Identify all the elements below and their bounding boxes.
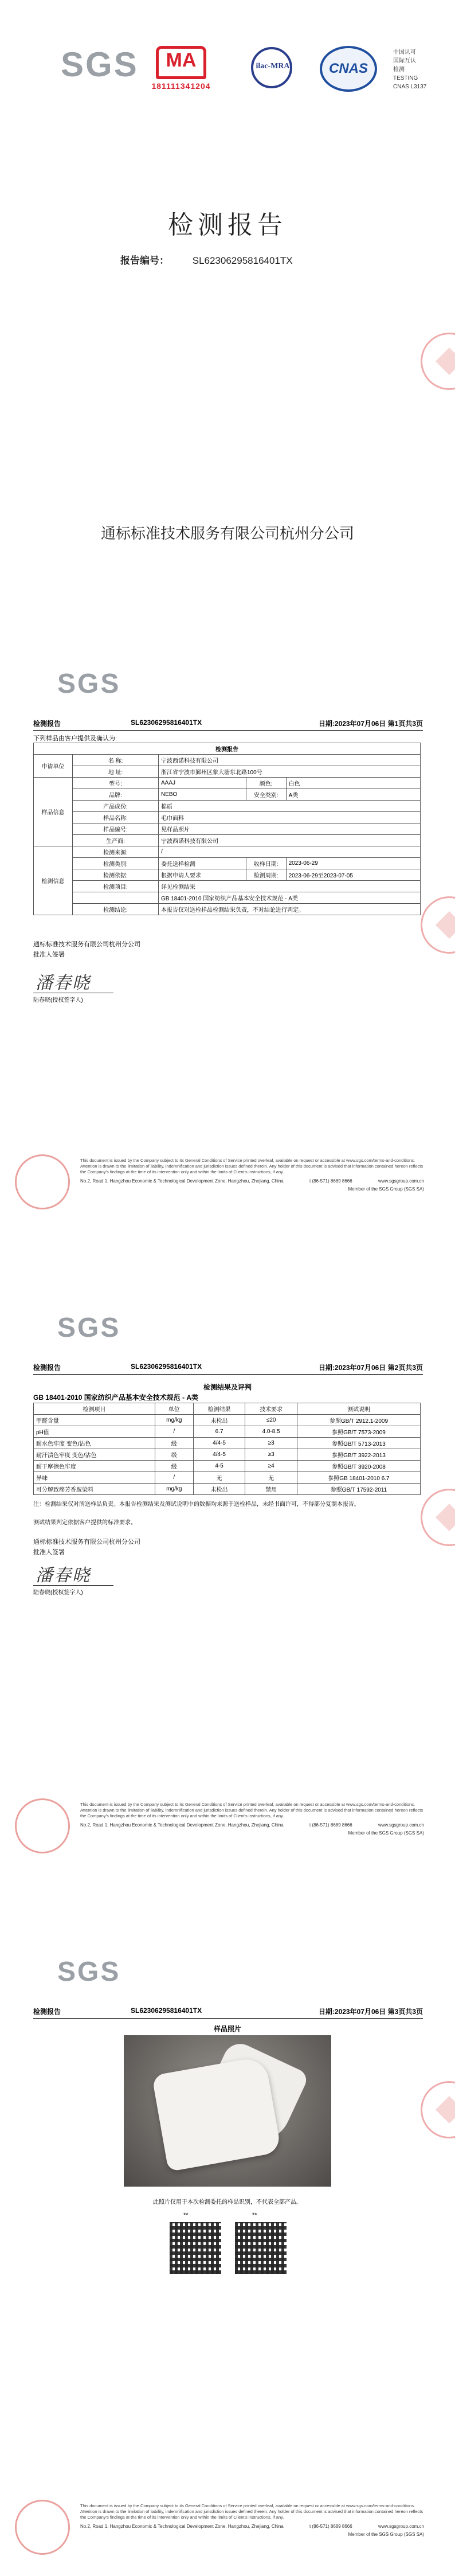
sample-photo bbox=[124, 2035, 331, 2187]
seal-stamp bbox=[15, 2500, 70, 2555]
issuing-company: 通标标准技术服务有限公司杭州分公司 bbox=[100, 525, 354, 542]
header-page: 第3页共3页 bbox=[387, 2008, 423, 2016]
value-cell: 毛巾面料 bbox=[159, 812, 421, 823]
seal-stamp-edge bbox=[421, 896, 455, 954]
cell: 参照GB/T 3920-2008 bbox=[297, 1461, 420, 1472]
report-number-row bbox=[120, 252, 293, 267]
table-row bbox=[34, 778, 421, 789]
results-remark-2: 测试结果判定依据客户提供的标准要求。 bbox=[33, 1520, 136, 1526]
cell: 参照GB/T 17592-2011 bbox=[297, 1484, 420, 1495]
terms-text: This document is issued by the Company subject to its General Conditions of Service printed overleaf, available on request or accessible at www.sgs.com/terms-and-conditions. Attention is drawn to the limitation of liability, indemnification and jurisdiction issues defined therein. Any holder of this document is advised that information contained hereon reflects the Company's findings at the time of its intervention only and within the limits of Client's instructions, if any. bbox=[80, 2503, 423, 2520]
seal-stamp bbox=[15, 1798, 70, 1853]
table-row bbox=[34, 789, 421, 801]
info-page bbox=[0, 644, 455, 1288]
header-report-no: SL62306295816401TX bbox=[131, 719, 202, 727]
sgs-logo: SGS bbox=[61, 45, 139, 84]
cell: 级 bbox=[155, 1461, 193, 1472]
value-cell: 白色 bbox=[286, 778, 420, 789]
phone: t (86-571) 8689 8666 bbox=[309, 2524, 352, 2529]
photo-caption: 此照片仅用于本次检测委托的样品识别，不代表全部产品。 bbox=[153, 2199, 302, 2206]
table-row bbox=[34, 812, 421, 823]
table-row bbox=[34, 1438, 421, 1449]
sample-info-table bbox=[33, 743, 421, 915]
fine-print bbox=[80, 1158, 424, 1192]
results-standard: GB 18401-2010 国家纺织产品基本安全技术规范 - A类 bbox=[33, 1394, 199, 1402]
label-b: ** bbox=[252, 2212, 257, 2219]
cell: mg/kg bbox=[155, 1415, 193, 1426]
cell: 4.0-8.5 bbox=[245, 1426, 297, 1438]
towel bbox=[152, 2056, 281, 2172]
header-label: 检测报告 bbox=[33, 2008, 61, 2016]
table-row bbox=[34, 1484, 421, 1495]
cma-text: MA bbox=[166, 49, 197, 71]
key-cell: 安全类别: bbox=[246, 789, 286, 801]
header-date-page bbox=[280, 719, 423, 728]
key-cell: 检测来源: bbox=[73, 846, 159, 858]
report-title: 检测报告 bbox=[168, 210, 287, 240]
table-row bbox=[34, 1426, 421, 1438]
sgs-logo: SGS bbox=[57, 1957, 121, 1987]
value-cell: 见样品照片 bbox=[159, 823, 421, 835]
key-cell: 颜色: bbox=[246, 778, 286, 789]
value-cell: / bbox=[159, 846, 421, 858]
value-cell: A类 bbox=[286, 789, 420, 801]
cell: 级 bbox=[155, 1438, 193, 1449]
sgs-logo: SGS bbox=[57, 1313, 121, 1343]
value-cell: GB 18401-2010 国家纺织产品基本安全技术规范 - A类 bbox=[159, 892, 421, 904]
key-cell: 品牌: bbox=[73, 789, 159, 801]
table-row bbox=[34, 823, 421, 835]
cell: 无 bbox=[193, 1472, 245, 1484]
column-header: 检测结果 bbox=[193, 1403, 245, 1415]
approver-note: 通标标准技术服务有限公司杭州分公司 批准人签署 bbox=[33, 1539, 140, 1556]
key-cell: 检测项目: bbox=[73, 881, 159, 892]
header-divider bbox=[33, 2018, 423, 2019]
terms-text: This document is issued by the Company subject to its General Conditions of Service printed overleaf, available on request or accessible at www.sgs.com/terms-and-conditions. Attention is drawn to the limitation of liability, indemnification and jurisdiction issues defined therein. Any holder of this document is advised that information contained hereon reflects the Company's findings at the time of its intervention only and within the limits of Client's instructions, if any. bbox=[80, 1158, 423, 1174]
table-row bbox=[34, 846, 421, 858]
cell: 6.7 bbox=[193, 1426, 245, 1438]
website: www.sgsgroup.com.cn bbox=[378, 1178, 424, 1184]
approver-note: 通标标准技术服务有限公司杭州分公司 批准人签署 bbox=[33, 941, 140, 958]
phone: t (86-571) 8689 8666 bbox=[309, 1822, 352, 1828]
key-cell: 检测依据: bbox=[73, 869, 159, 881]
table-row bbox=[34, 1415, 421, 1426]
cell: 参照GB/T 3922-2013 bbox=[297, 1449, 420, 1461]
value-cell: NEBO bbox=[159, 789, 246, 801]
table-row bbox=[34, 892, 421, 904]
cell: 参照GB/T 5713-2013 bbox=[297, 1438, 420, 1449]
header-date: 日期:2023年07月06日 bbox=[318, 1364, 386, 1372]
value-cell: 委托送样检测 bbox=[159, 858, 246, 869]
address-row bbox=[80, 1822, 424, 1828]
cnas-text: CNAS bbox=[328, 61, 368, 76]
key-cell: 产品成份: bbox=[73, 801, 159, 812]
blurred-label-a bbox=[170, 2222, 221, 2274]
website: www.sgsgroup.com.cn bbox=[378, 2524, 424, 2529]
value-cell: 2023-06-29至2023-07-05 bbox=[286, 869, 420, 881]
label-a: ** bbox=[183, 2212, 189, 2219]
member-text: Member of the SGS Group (SGS SA) bbox=[348, 1830, 424, 1836]
address: No.2, Road 1, Hangzhou Economic & Technological Development Zone, Hangzhou, Zhejiang, China bbox=[80, 1178, 284, 1184]
results-section-title: 检测结果及评判 bbox=[203, 1383, 252, 1391]
key-cell: 生产商: bbox=[73, 835, 159, 846]
table-row bbox=[34, 1472, 421, 1484]
section-applicant: 申请单位 bbox=[34, 755, 73, 778]
address-row bbox=[80, 2524, 424, 2530]
key-cell: 检测类别: bbox=[73, 858, 159, 869]
cma-mark bbox=[150, 46, 212, 95]
cell: ≥3 bbox=[245, 1449, 297, 1461]
value-cell: 宁波西诺科技有限公司 bbox=[159, 755, 421, 766]
blurred-label-b bbox=[235, 2222, 287, 2274]
ilac-text: ilac-MRA bbox=[256, 62, 290, 71]
cell: 参照GB/T 7573-2009 bbox=[297, 1426, 420, 1438]
page-header bbox=[33, 719, 423, 728]
cma-number: 181111341204 bbox=[151, 81, 211, 91]
header-date: 日期:2023年07月06日 bbox=[318, 720, 386, 728]
signature-line bbox=[33, 1585, 113, 1586]
key-cell: 检测周期: bbox=[246, 869, 286, 881]
value-cell: 本报告仅对送检样品检测结果负责，不对结论进行判定。 bbox=[159, 904, 421, 915]
cell: 4/4-5 bbox=[193, 1449, 245, 1461]
table-row bbox=[34, 858, 421, 869]
header-page: 第1页共3页 bbox=[387, 720, 423, 728]
key-cell bbox=[73, 892, 159, 904]
cell: 耐水色牢度 变色/沾色 bbox=[34, 1438, 155, 1449]
cell: / bbox=[155, 1472, 193, 1484]
key-cell: 收样日期: bbox=[246, 858, 286, 869]
section-test: 检测信息 bbox=[34, 846, 73, 915]
cell: 级 bbox=[155, 1449, 193, 1461]
cell: 耐干摩擦色牢度 bbox=[34, 1461, 155, 1472]
cnas-accreditation-text: 中国认可 国际互认 检测 TESTING CNAS L3137 bbox=[393, 49, 427, 90]
cell: / bbox=[155, 1426, 193, 1438]
phone: t (86-571) 8689 8666 bbox=[309, 1178, 352, 1184]
cell: 甲醛含量 bbox=[34, 1415, 155, 1426]
member-text: Member of the SGS Group (SGS SA) bbox=[348, 2532, 424, 2537]
table-row bbox=[34, 755, 421, 766]
seal-stamp-edge bbox=[421, 2081, 455, 2138]
header-date-page bbox=[280, 2007, 423, 2016]
cell: 可分解致癌芳香胺染料 bbox=[34, 1484, 155, 1495]
cell: 未检出 bbox=[193, 1484, 245, 1495]
table-row bbox=[34, 1461, 421, 1472]
cell: pH值 bbox=[34, 1426, 155, 1438]
seal-stamp-edge bbox=[421, 333, 455, 390]
key-cell: 型号: bbox=[73, 778, 159, 789]
cover-page bbox=[0, 0, 455, 644]
sgs-logo: SGS bbox=[57, 669, 121, 699]
value-cell: AAAJ bbox=[159, 778, 246, 789]
header-divider bbox=[33, 1374, 423, 1375]
cell: ≥4 bbox=[245, 1461, 297, 1472]
cell: 4-5 bbox=[193, 1461, 245, 1472]
header-divider bbox=[33, 730, 423, 731]
cell: ≥3 bbox=[245, 1438, 297, 1449]
table-row bbox=[34, 881, 421, 892]
report-number: SL62306295816401TX bbox=[192, 255, 293, 266]
cnas-mark bbox=[316, 46, 391, 97]
value-cell: 棉质 bbox=[159, 801, 421, 812]
key-cell: 样品编号: bbox=[73, 823, 159, 835]
column-header: 检测项目 bbox=[34, 1403, 155, 1415]
column-header: 单位 bbox=[155, 1403, 193, 1415]
table-row bbox=[34, 1449, 421, 1461]
key-cell: 名 称: bbox=[73, 755, 159, 766]
table-title: 检测报告 bbox=[34, 743, 421, 755]
signature: 潘春晓 bbox=[36, 1566, 91, 1586]
table-row bbox=[34, 801, 421, 812]
value-cell: 浙江省宁波市鄞州区象大塘东北路100号 bbox=[159, 766, 421, 778]
table-row bbox=[34, 904, 421, 915]
header-label: 检测报告 bbox=[33, 1364, 61, 1372]
cell: mg/kg bbox=[155, 1484, 193, 1495]
member-text: Member of the SGS Group (SGS SA) bbox=[348, 1186, 424, 1192]
cell: ≤20 bbox=[245, 1415, 297, 1426]
cell: 禁用 bbox=[245, 1484, 297, 1495]
header-date-page bbox=[280, 1363, 423, 1372]
ilac-mra-mark bbox=[241, 47, 305, 94]
value-cell: 详见检测结果 bbox=[159, 881, 421, 892]
key-cell: 样品名称: bbox=[73, 812, 159, 823]
cell: 无 bbox=[245, 1472, 297, 1484]
column-header: 测试说明 bbox=[297, 1403, 420, 1415]
table-header-row bbox=[34, 1403, 421, 1415]
section-sample: 样品信息 bbox=[34, 778, 73, 846]
intro-text: 下列样品由客户提供及确认为: bbox=[33, 735, 117, 742]
header-date: 日期:2023年07月06日 bbox=[318, 2008, 386, 2016]
header-page: 第2页共3页 bbox=[387, 1364, 423, 1372]
seal-stamp-edge bbox=[421, 1489, 455, 1546]
cell: 未检出 bbox=[193, 1415, 245, 1426]
address: No.2, Road 1, Hangzhou Economic & Technological Development Zone, Hangzhou, Zhejiang, China bbox=[80, 2524, 284, 2529]
address: No.2, Road 1, Hangzhou Economic & Technological Development Zone, Hangzhou, Zhejiang, China bbox=[80, 1822, 284, 1828]
signature-caption: 陆春晓(授权签字人) bbox=[33, 1590, 83, 1596]
table-row bbox=[34, 835, 421, 846]
header-label: 检测报告 bbox=[33, 720, 61, 728]
photo-title: 样品照片 bbox=[213, 2025, 241, 2033]
column-header: 技术要求 bbox=[245, 1403, 297, 1415]
page-header bbox=[33, 1363, 423, 1372]
website: www.sgsgroup.com.cn bbox=[378, 1822, 424, 1828]
results-table bbox=[33, 1403, 421, 1495]
key-cell: 检测结论: bbox=[73, 904, 159, 915]
cell: 异味 bbox=[34, 1472, 155, 1484]
page-header bbox=[33, 2007, 423, 2016]
seal-stamp bbox=[15, 1154, 70, 1209]
report-number-label: 报告编号： bbox=[120, 255, 169, 266]
results-page bbox=[0, 1288, 455, 1932]
header-report-no: SL62306295816401TX bbox=[131, 2007, 202, 2015]
table-row bbox=[34, 869, 421, 881]
key-cell: 地 址: bbox=[73, 766, 159, 778]
fine-print bbox=[80, 1802, 424, 1836]
photo-page bbox=[0, 1932, 455, 2576]
cell: 参照GB 18401-2010 6.7 bbox=[297, 1472, 420, 1484]
signature-caption: 陆春晓(授权签字人) bbox=[33, 997, 83, 1004]
results-remark: 注：检测结果仅对所送样品负责。本报告检测结果及测试说明中的数据均来源于送检样品，未经书面许可，不得部分复制本报告。 bbox=[33, 1501, 360, 1508]
terms-text: This document is issued by the Company subject to its General Conditions of Service printed overleaf, available on request or accessible at www.sgs.com/terms-and-conditions. Attention is drawn to the limitation of liability, indemnification and jurisdiction issues defined therein. Any holder of this document is advised that information contained hereon reflects the Company's findings at the time of its intervention only and within the limits of Client's instructions, if any. bbox=[80, 1802, 423, 1818]
table-row bbox=[34, 766, 421, 778]
signature: 潘春晓 bbox=[36, 973, 91, 993]
value-cell: 宁波西诺科技有限公司 bbox=[159, 835, 421, 846]
value-cell: 根据申请人要求 bbox=[159, 869, 246, 881]
header-report-no: SL62306295816401TX bbox=[131, 1363, 202, 1371]
cell: 4/4-5 bbox=[193, 1438, 245, 1449]
cell: 耐汗渍色牢度 变色/沾色 bbox=[34, 1449, 155, 1461]
fine-print bbox=[80, 2503, 424, 2538]
cell: 参照GB/T 2912.1-2009 bbox=[297, 1415, 420, 1426]
address-row bbox=[80, 1178, 424, 1184]
value-cell: 2023-06-29 bbox=[286, 858, 420, 869]
